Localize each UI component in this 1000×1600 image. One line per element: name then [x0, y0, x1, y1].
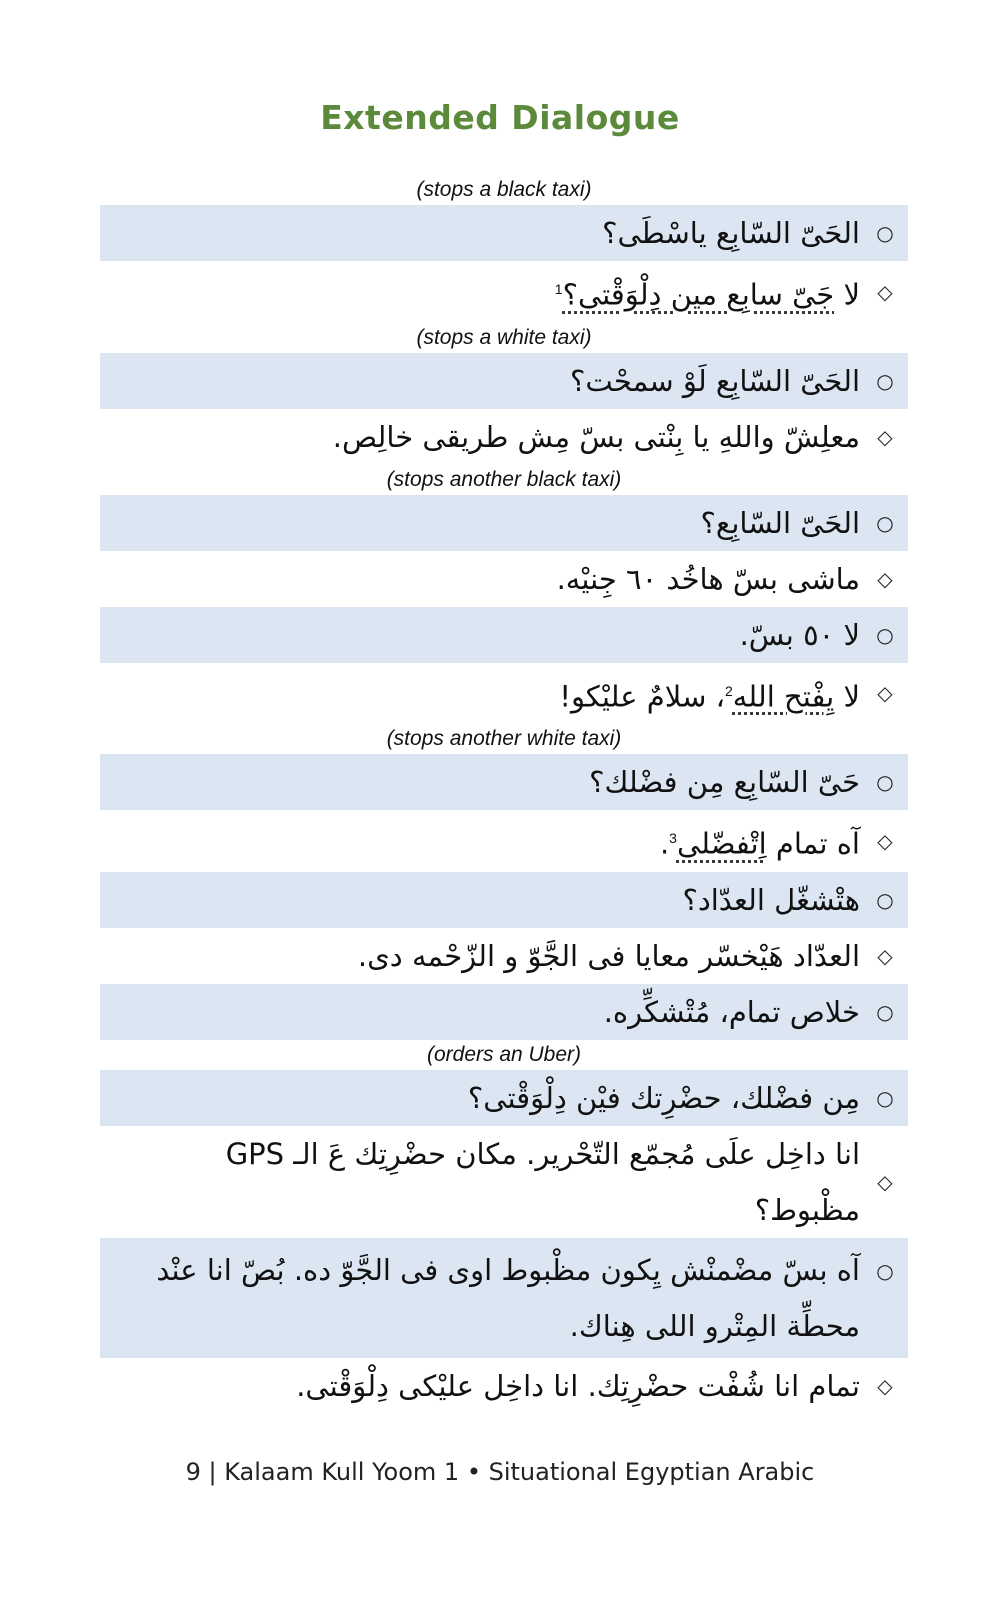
line-text: الحَىّ السّابِع؟: [700, 505, 860, 540]
page-footer: 9 | Kalaam Kull Yoom 1 • Situational Egyptian Arabic: [185, 1458, 815, 1486]
stage-direction: (stops another white taxi): [386, 727, 622, 751]
dialogue-line: [100, 495, 908, 551]
line-text: انا داخِل علَى مُجمّع التّحْرير. مكان حضْرِتِك عَ الـ GPS مظْبوط؟: [225, 1136, 860, 1227]
footnote-ref: 2: [724, 682, 733, 699]
footnote-ref: 3: [669, 830, 677, 847]
circle-marker-icon: ○: [876, 999, 894, 1024]
circle-marker-icon: ○: [876, 622, 894, 647]
dialogue-line: [100, 810, 908, 872]
line-text: حَىّ السّابِع مِن فضْلك؟: [589, 765, 860, 800]
dialogue-line: [100, 754, 908, 810]
dialogue-line: [100, 261, 908, 323]
dialogue-line: [100, 1126, 908, 1238]
diamond-marker-icon: ◇: [877, 279, 893, 304]
dialogue-line: [100, 1070, 908, 1126]
dialogue-line: [100, 1238, 908, 1358]
line-text: [112, 663, 860, 725]
line-text: تمام انا شُفْت حضْرِتِك. انا داخِل عليْكى دِلْوَقْتى.: [296, 1368, 860, 1403]
line-text: الحَىّ السّابِع ياسْطَى؟: [602, 216, 860, 250]
line-text: [112, 810, 860, 872]
line-text-part: آه تمام: [766, 826, 860, 861]
diamond-marker-icon: ◇: [877, 566, 893, 591]
line-text: ماشى بسّ هاخُد ٦٠ جِنيْه.: [556, 561, 860, 596]
line-text: آه بسّ مضْمنْش يِكون مظْبوط اوى فى الجَّوّ ده. بُصّ انا عنْد محطِّة المِتْرو اللى هِناك.: [156, 1252, 860, 1343]
dialogue-line: [100, 205, 908, 261]
stage-direction: (stops another black taxi): [386, 467, 622, 491]
line-text: معلِشّ واللهِ يا بِنْتى بسّ مِش طريقى خالِص.: [332, 419, 860, 454]
diamond-marker-icon: ◇: [877, 1169, 893, 1194]
line-text-part: لا: [834, 277, 860, 312]
dialogue-line: [100, 551, 908, 607]
line-text: هتْشغّل العدّاد؟: [682, 882, 860, 917]
page-title: Extended Dialogue: [320, 98, 680, 137]
dialogue-line: [100, 1358, 908, 1414]
line-text: العدّاد هَيْخسّر معايا فى الجَّوّ و الزّحْمه دى.: [357, 938, 860, 973]
underlined-phrase: اِتْفضّلى: [676, 826, 767, 861]
dialogue-line: [100, 984, 908, 1040]
stage-direction: (stops a white taxi): [416, 325, 592, 349]
diamond-marker-icon: ◇: [877, 681, 893, 706]
underlined-phrase: جَىّ سابِع مين دِلْوَقْتى؟: [562, 277, 835, 312]
dialogue-line: [100, 872, 908, 928]
circle-marker-icon: ○: [876, 1258, 894, 1283]
stage-direction: (stops a black taxi): [416, 178, 592, 201]
circle-marker-icon: ○: [876, 887, 894, 912]
stage-direction: (orders an Uber): [426, 1042, 582, 1066]
line-text: مِن فضْلك، حضْرِتك فيْن دِلْوَقْتى؟: [467, 1080, 860, 1115]
line-text-part: لا: [834, 679, 860, 714]
circle-marker-icon: ○: [876, 1085, 894, 1110]
dialogue: [100, 175, 908, 1414]
line-text: الحَىّ السّابِع لَوْ سمحْت؟: [569, 363, 860, 398]
dialogue-line: [100, 409, 908, 465]
diamond-marker-icon: ◇: [877, 829, 893, 854]
diamond-marker-icon: ◇: [877, 943, 893, 968]
footnote-ref: 1: [554, 281, 563, 297]
circle-marker-icon: ○: [876, 510, 894, 535]
dialogue-line: [100, 663, 908, 725]
dialogue-line: [100, 607, 908, 663]
underlined-phrase: يِفْتح الله: [732, 679, 835, 714]
dialogue-line: [100, 928, 908, 984]
circle-marker-icon: ○: [876, 368, 894, 393]
dialogue-line: [100, 353, 908, 409]
circle-marker-icon: ○: [876, 221, 894, 245]
diamond-marker-icon: ◇: [877, 1373, 893, 1398]
line-text: لا ٥٠ بسّ.: [739, 617, 860, 652]
line-text: خلاص تمام، مُتْشكِّره.: [603, 994, 860, 1029]
line-text-part: ، سلامٌ عليْكو!: [559, 679, 725, 714]
diamond-marker-icon: ◇: [877, 424, 893, 449]
line-text-part: .: [659, 826, 670, 861]
circle-marker-icon: ○: [876, 770, 894, 795]
line-text: [112, 261, 860, 323]
